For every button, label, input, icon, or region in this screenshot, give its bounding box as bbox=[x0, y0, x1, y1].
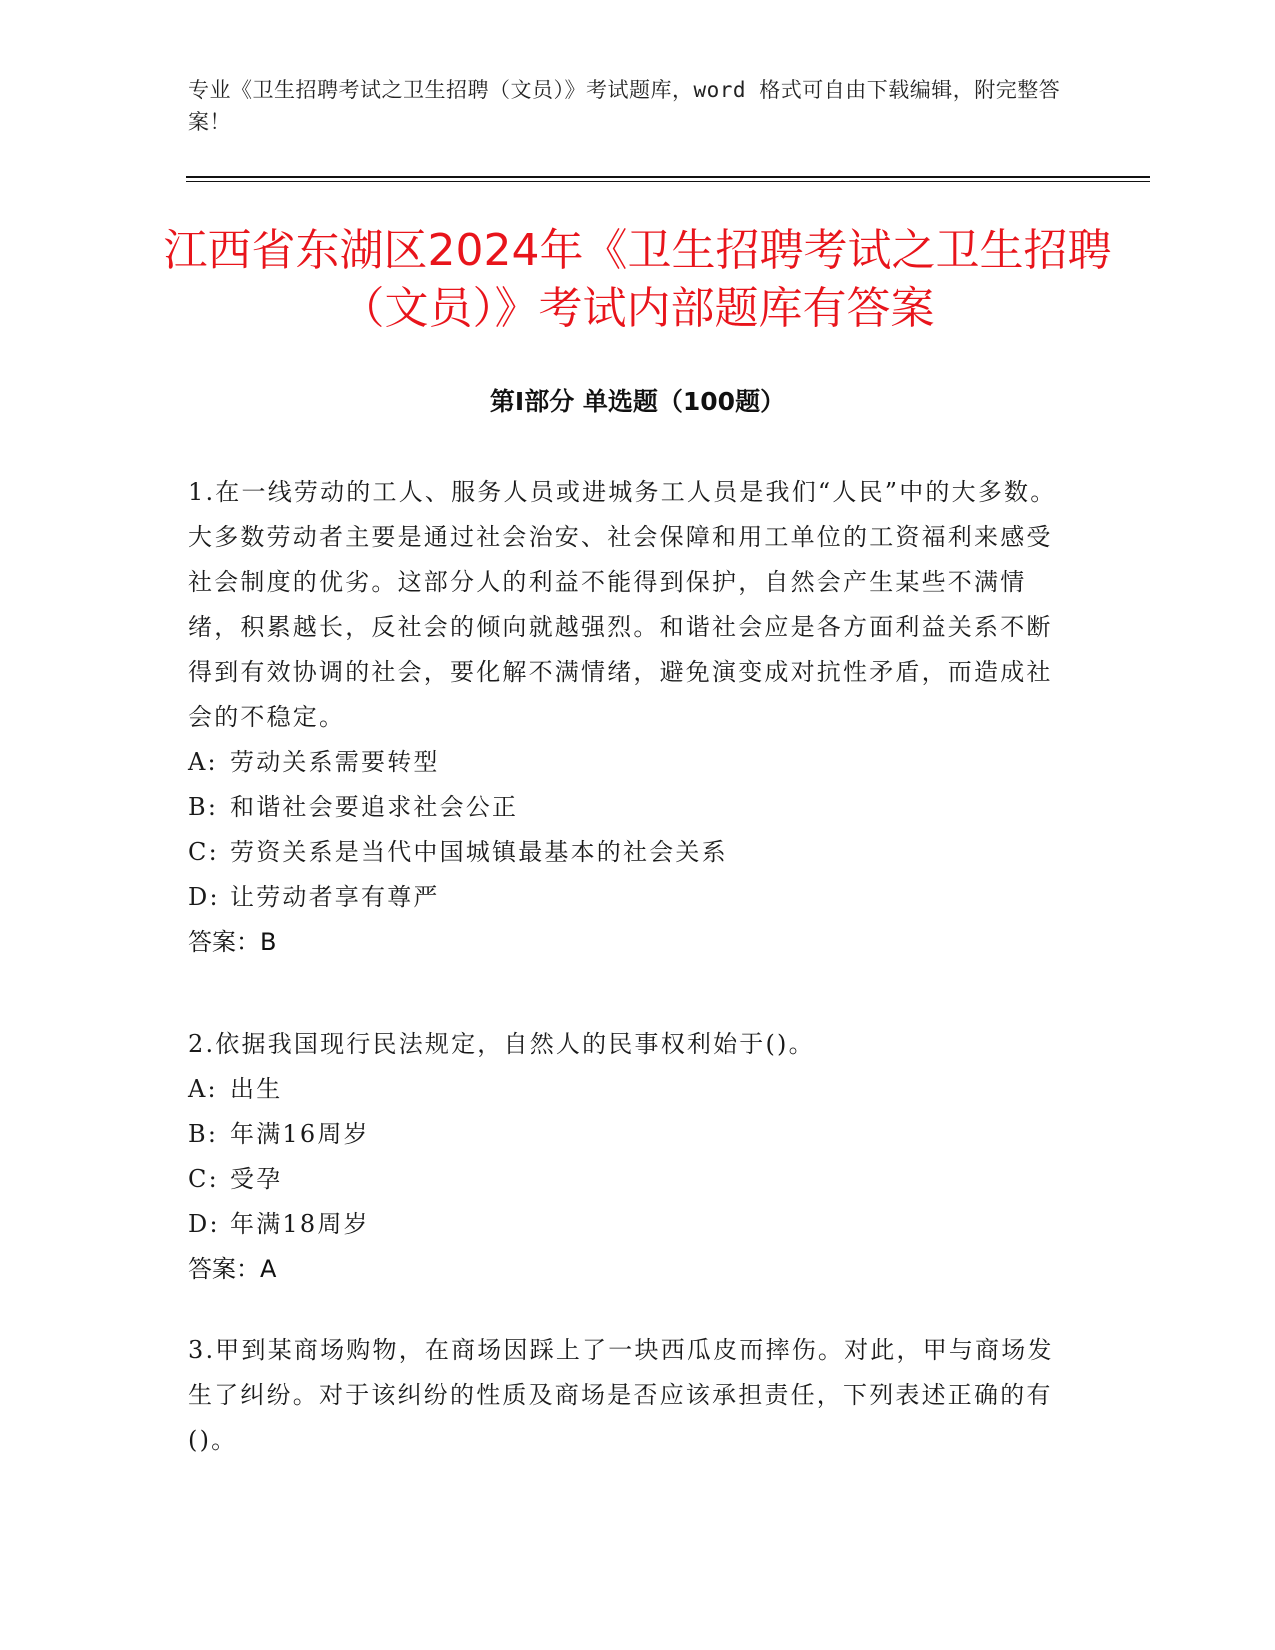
option-text: 劳资关系是当代中国城镇最基本的社会关系 bbox=[230, 838, 728, 866]
document-title: 江西省东湖区2024年《卫生招聘考试之卫生招聘（文员）》考试内部题库有答案 bbox=[163, 225, 1112, 334]
option-key: C: bbox=[188, 1165, 219, 1193]
option-text: 让劳动者享有尊严 bbox=[230, 883, 440, 911]
option-text: 年满18周岁 bbox=[230, 1210, 370, 1238]
option-a bbox=[188, 740, 1058, 785]
option-key: A: bbox=[188, 1075, 218, 1103]
option-d bbox=[188, 1202, 1058, 1247]
option-d bbox=[188, 875, 1058, 920]
option-text: 年满16周岁 bbox=[230, 1120, 370, 1148]
question-3 bbox=[188, 1328, 1058, 1463]
answer-line: 答案：A bbox=[188, 1255, 277, 1283]
option-text: 劳动关系需要转型 bbox=[230, 748, 440, 776]
question-stem: 3.甲到某商场购物，在商场因踩上了一块西瓜皮而摔伤。对此，甲与商场发生了纠纷。对于该纠纷的性质及商场是否应该承担责任，下列表述正确的有()。 bbox=[188, 1336, 1054, 1454]
option-key: A: bbox=[188, 748, 218, 776]
answer-line: 答案：B bbox=[188, 928, 277, 956]
question-stem: 1.在一线劳动的工人、服务人员或进城务工人员是我们“人民”中的大多数。大多数劳动者主要是通过社会治安、社会保障和用工单位的工资福利来感受社会制度的优劣。这部分人的利益不能得到保护，自然会产生某些不满情绪，积累越长，反社会的倾向就越强烈。和谐社会应是各方面利益关系不断得到有效协调的社会，要化解不满情绪，避免演变成对抗性矛盾，而造成社会的不稳定。 bbox=[188, 478, 1057, 731]
option-key: B: bbox=[188, 793, 219, 821]
question-2 bbox=[188, 1022, 1058, 1292]
header-note: 专业《卫生招聘考试之卫生招聘（文员）》考试题库，word 格式可自由下载编辑，附完整答案！ bbox=[188, 78, 1061, 134]
question-stem: 2.依据我国现行民法规定，自然人的民事权利始于()。 bbox=[188, 1030, 815, 1058]
question-1 bbox=[188, 470, 1058, 965]
option-b bbox=[188, 785, 1058, 830]
header-divider-thick bbox=[186, 176, 1150, 178]
option-c bbox=[188, 1157, 1058, 1202]
header-divider-thin bbox=[186, 181, 1150, 182]
option-a bbox=[188, 1067, 1058, 1112]
option-key: C: bbox=[188, 838, 219, 866]
option-key: B: bbox=[188, 1120, 219, 1148]
option-key: D: bbox=[188, 883, 220, 911]
option-text: 出生 bbox=[230, 1075, 283, 1103]
option-b bbox=[188, 1112, 1058, 1157]
option-key: D: bbox=[188, 1210, 220, 1238]
section-heading: 第Ⅰ部分 单选题（100题） bbox=[489, 387, 786, 416]
option-c bbox=[188, 830, 1058, 875]
option-text: 和谐社会要追求社会公正 bbox=[230, 793, 519, 821]
option-text: 受孕 bbox=[230, 1165, 283, 1193]
